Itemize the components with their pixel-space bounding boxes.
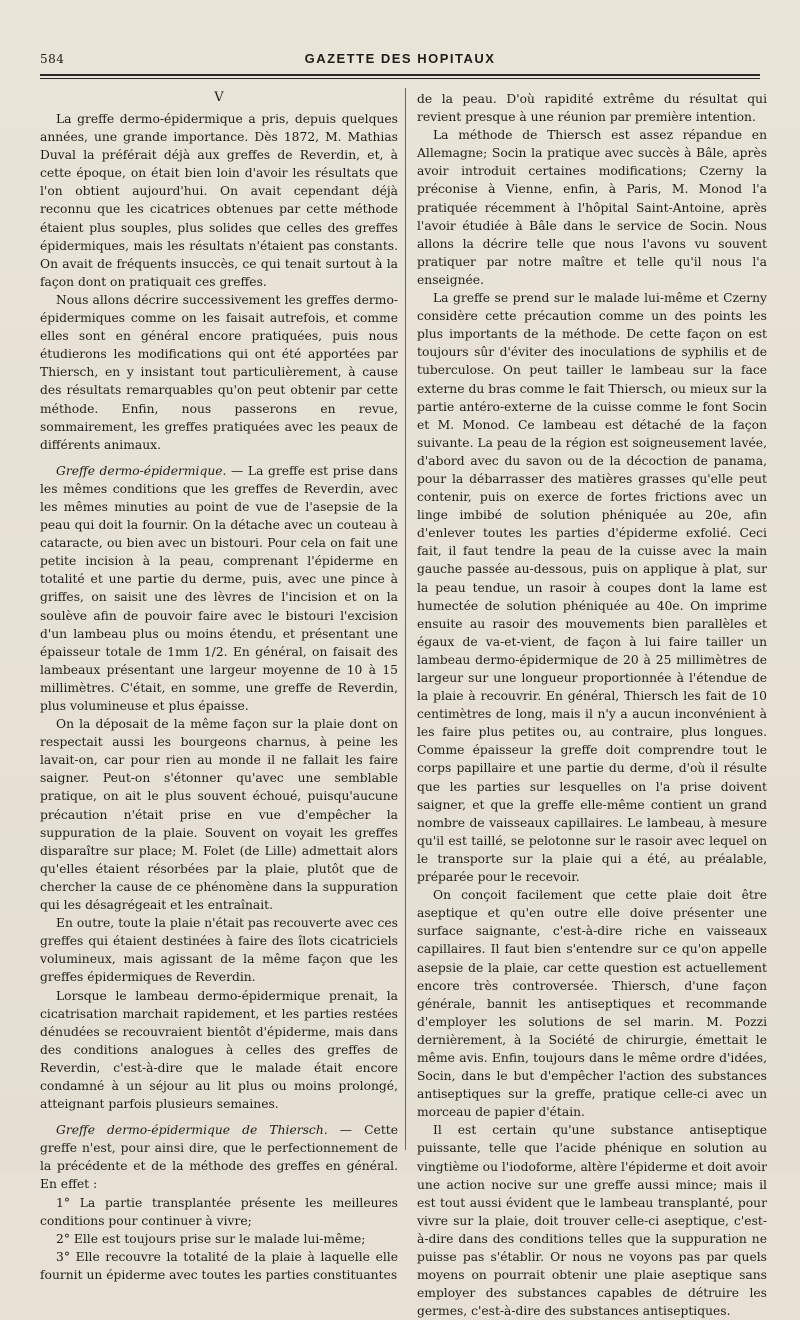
paragraph: En outre, toute la plaie n'était pas recouverte avec ces greffes qui étaient destinées à faire des îlots cicatriciels volumineux, mais agissant de la même façon que les greffes épidermiques de Reverdin.	[40, 916, 398, 985]
right-column	[417, 90, 767, 1320]
header-rule-thick	[40, 74, 760, 76]
paragraph: La greffe se prend sur le malade lui-même et Czerny considère cette précaution comme un des points les plus importants de la méthode. De cette façon on est toujours sûr d'éviter des inoculations de syphilis et de tuberculose. On peut tailler le lambeau sur la face externe du bras comme le fait Thiersch, ou mieux sur la partie antéro-externe de la cuisse comme le font Socin et M. Monod. Ce lambeau est détaché de la façon suivante. La peau de la région est soigneusement lavée, d'abord avec du savon ou de la décoction de panama, pour la débarrasser des matières grasses qu'elle peut contenir, puis on exerce de fortes frictions avec un linge imbibé de solution phéniquée au 20e, afin d'enlever toutes les parties d'épiderme exfolié. Ceci fait, il faut tendre la peau de la cuisse avec la main gauche passée au-dessous, puis on applique à plat, sur la peau tendue, un rasoir à coupes dont la lame est humectée de solution phéniquée au 40e. On imprime ensuite au rasoir des mouvements bien parallèles et égaux de va-et-vient, de façon à lui faire tailler un lambeau dermo-épidermique de 20 à 25 millimètres de largeur sur une longueur proportionnée à l'étendue de la plaie à recouvrir. En général, Thiersch les fait de 10 centimètres de long, mais il n'y a aucun inconvénient à les faire plus petites ou, au contraire, plus longues. Comme épaisseur la greffe doit comprendre tout le corps papillaire et une partie du derme, d'où il résulte que les parties sur lesquelles on l'a prise doivent saigner, et que la greffe elle-même contient un grand nombre de vaisseaux capillaires. Le lambeau, à mesure qu'il est taillé, se pelotonne sur le rasoir avec lequel on le transporte sur la plaie qui a été, au préalable, préparée pour le recevoir.	[417, 291, 767, 885]
left-column	[40, 90, 398, 1284]
section-heading: V	[214, 90, 224, 105]
list-item: 1° La partie transplantée présente les meilleures conditions pour continuer à vivre;	[40, 1195, 398, 1228]
page-header	[40, 52, 760, 74]
list-item: 2° Elle est toujours prise sur le malade lui-même;	[56, 1231, 366, 1246]
paragraph	[40, 462, 398, 715]
paragraph-lead: Greffe dermo-épidermique de Thiersch.	[56, 1123, 328, 1138]
paragraph: de la peau. D'où rapidité extrême du résultat qui revient presque à une réunion par première intention.	[417, 92, 767, 125]
paragraph-lead: Greffe dermo-épidermique.	[56, 463, 227, 478]
paragraph: Il est certain qu'une substance antiseptique puissante, telle que l'acide phénique en solution au vingtième ou l'iodoforme, altère l'épiderme et doit avoir une action nocive sur une greffe aussi mince; mais il est tout aussi évident que le lambeau transplanté, pour vivre sur la plaie, doit trouver celle-ci aseptique, c'est-à-dire dans des conditions telles que la suppuration ne puisse pas s'établir. Or nous ne voyons pas par quels moyens on pourrait obtenir une plaie aseptique sans employer des substances capables de détruire les germes, c'est-à-dire des substances antiseptiques.	[417, 1123, 767, 1319]
paragraph: Lorsque le lambeau dermo-épidermique prenait, la cicatrisation marchait rapidement, et les parties restées dénudées se recouvraient bientôt d'épiderme, mais dans des conditions analogues à celles des greffes de Reverdin, c'est-à-dire que le malade était encore condamné à un séjour au lit plus ou moins prolongé, atteignant parfois plusieurs semaines.	[40, 988, 398, 1112]
list-item: 3° Elle recouvre la totalité de la plaie à laquelle elle fournit un épiderme avec toutes les parties constituantes	[40, 1249, 398, 1282]
column-divider	[405, 88, 406, 1150]
header-rule-thin	[40, 78, 760, 79]
paragraph: La méthode de Thiersch est assez répandue en Allemagne; Socin la pratique avec succès à Bâle, après avoir introduit certaines modifications; Czerny la préconise à Vienne, enfin, à Paris, M. Monod l'a pratiquée récemment à l'hôpital Saint-Antoine, après l'avoir étudiée à Bâle dans le service de Socin. Nous allons la décrire telle que nous l'avons vu souvent pratiquer par notre maître et telle qu'il nous l'a enseignée.	[417, 128, 767, 287]
page-number: 584	[40, 52, 65, 66]
paragraph: On la déposait de la même façon sur la plaie dont on respectait aussi les bourgeons charnus, à peine les lavait-on, car pour rien au monde il ne fallait les faire saigner. Peut-on s'étonner qu'avec une semblable pratique, on ait le plus souvent échoué, puisqu'aucune précaution n'était prise en vue d'empêcher la suppuration de la plaie. Souvent on voyait les greffes disparaître sur place; M. Folet (de Lille) admettait alors qu'elles étaient résorbées par la plaie, plutôt que de chercher la cause de ce phénomène dans la suppuration qui les désagrégeait et les entraînait.	[40, 717, 398, 913]
paragraph: On conçoit facilement que cette plaie doit être aseptique et qu'en outre elle doive présenter une surface saignante, c'est-à-dire riche en vaisseaux capillaires. Il faut bien s'entendre sur ce qu'on appelle asepsie de la plaie, car cette question est actuellement encore très controversée. Thiersch, d'une façon générale, bannit les antiseptiques et recommande d'employer les solutions de sel marin. M. Pozzi dernièrement, à la Société de chirurgie, émettait le même avis. Enfin, toujours dans le même ordre d'idées, Socin, dans le but d'empêcher l'action des substances antiseptiques sur la greffe, pratique celle-ci avec un morceau de papier d'étain.	[417, 888, 767, 1120]
paragraph: La greffe dermo-épidermique a pris, depuis quelques années, une grande importance. Dès 1872, M. Mathias Duval la préférait déjà aux greffes de Reverdin, et, à cette époque, on était bien loin d'avoir les résultats que l'on obtient aujourd'hui. On avait cependant déjà reconnu que les cicatrices obtenues par cette méthode étaient plus souples, plus solides que celles des greffes épidermiques, mais les résultats n'étaient pas constants. On avait de fréquents insuccès, ce qui tenait surtout à la façon dont on pratiquait ces greffes.	[40, 112, 398, 289]
paragraph: Nous allons décrire successivement les greffes dermo-épidermiques comme on les faisait autrefois, et comme elles sont en général encore pratiquées, puis nous étudierons les modifications qui ont été apportées par Thiersch, en y insistant tout particulièrement, à cause des résultats remarquables qu'on peut obtenir par cette méthode. Enfin, nous passerons en revue, sommairement, les greffes pratiquées avec les peaux de différents animaux.	[40, 292, 398, 452]
paragraph-body: — Cette greffe n'est, pour ainsi dire, que le perfectionnement de la précédente et de la méthode des greffes en général. En effet :	[40, 1123, 398, 1192]
journal-title: GAZETTE DES HOPITAUX	[304, 51, 496, 66]
paragraph	[40, 1121, 398, 1193]
paragraph-body: — La greffe est prise dans les mêmes conditions que les greffes de Reverdin, avec les mêmes minuties au point de vue de l'asepsie de la peau qui doit la fournir. On la détache avec un couteau à cataracte, ou bien avec un bistouri. Pour cela on fait une petite incision à la peau, comprenant l'épiderme en totalité et une partie du derme, puis, avec une pince à griffes, on saisit une des lèvres de l'incision et on la soulève afin de pouvoir faire avec le bistouri l'excision d'un lambeau plus ou moins étendu, et présentant une épaisseur totale de 1mm 1/2. En général, on faisait des lambeaux présentant une largeur moyenne de 10 à 15 millimètres. C'était, en somme, une greffe de Reverdin, plus volumineuse et plus épaisse.	[40, 463, 398, 713]
